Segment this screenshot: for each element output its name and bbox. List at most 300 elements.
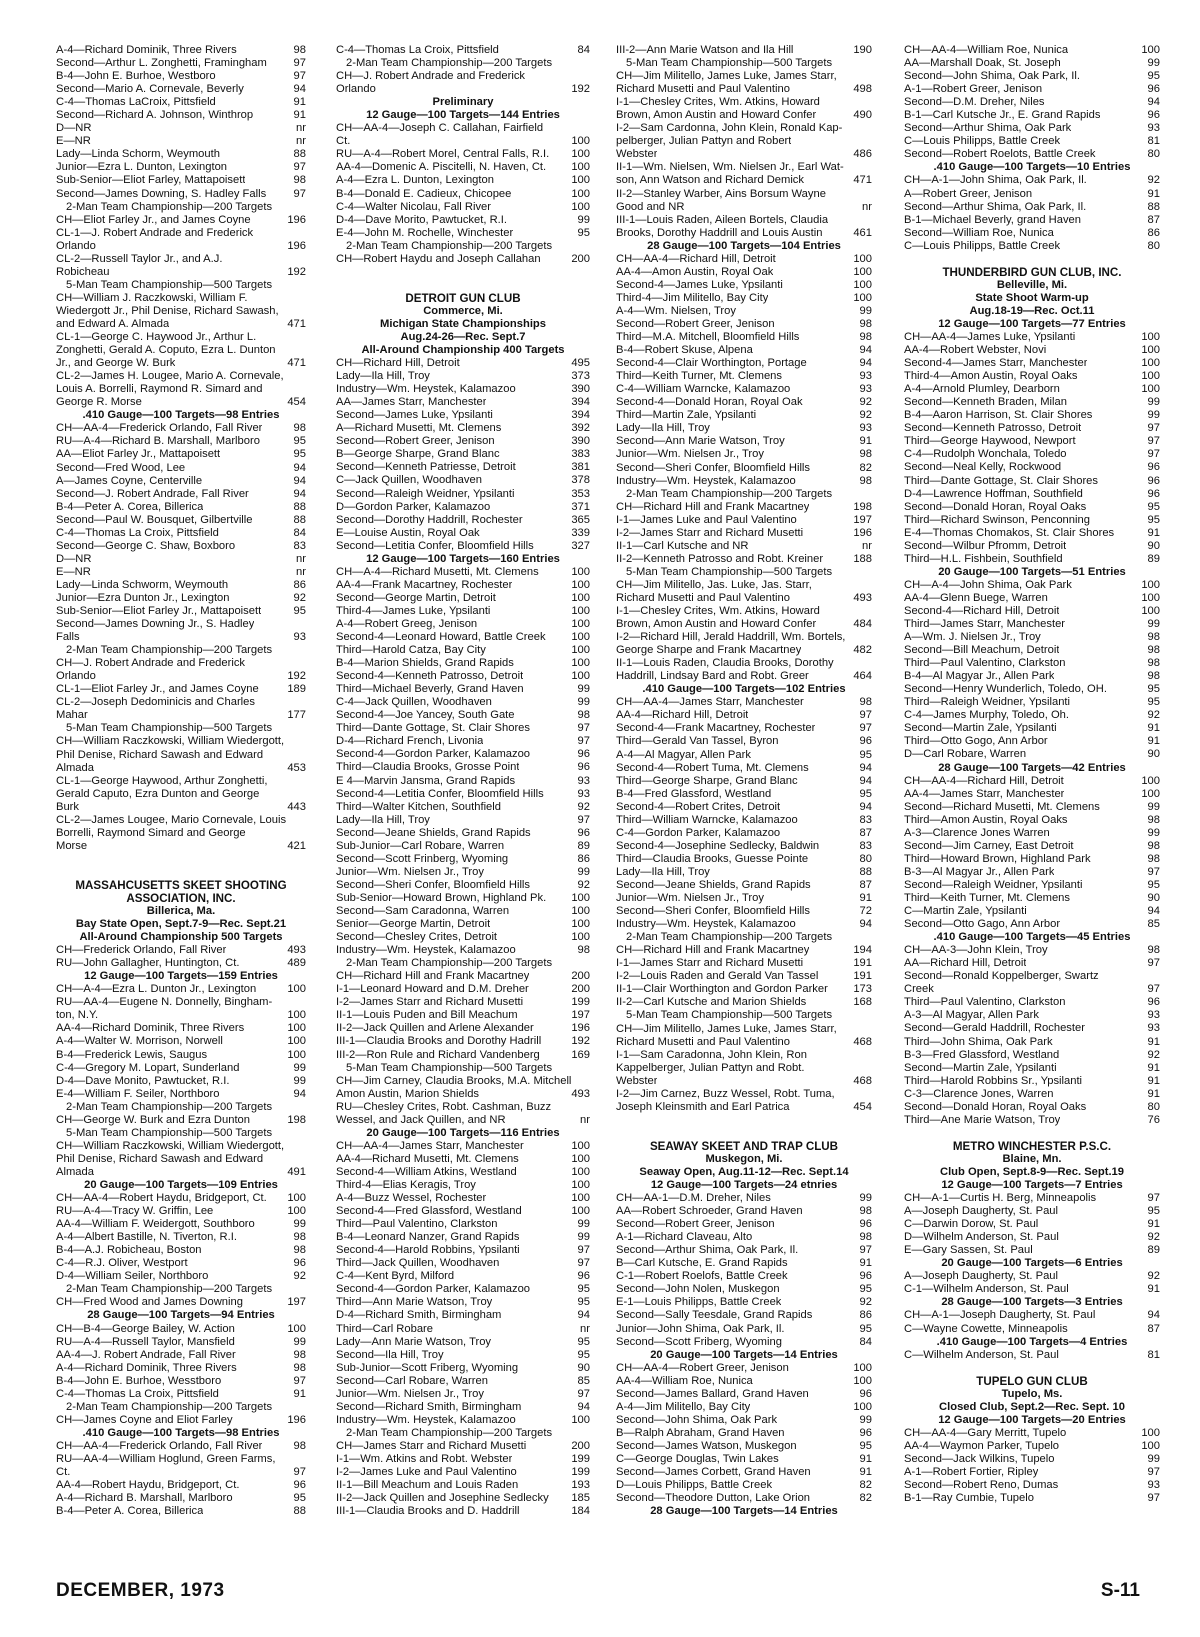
result-text: A-4—Buzz Wessel, Rochester bbox=[336, 1192, 487, 1205]
result-line bbox=[336, 1492, 590, 1505]
event-heading: 20 Gauge—100 Targets—51 Entries bbox=[938, 565, 1126, 578]
result-score: 197 bbox=[853, 513, 872, 526]
event-heading: 12 Gauge—100 Targets—77 Entries bbox=[938, 317, 1126, 330]
result-line bbox=[616, 801, 872, 814]
result-line bbox=[904, 722, 1160, 735]
team-heading: 5-Man Team Championship—500 Targets bbox=[346, 1061, 553, 1074]
result-score: 95 bbox=[859, 748, 872, 761]
result-text: D—Wilhelm Anderson, St. Paul bbox=[904, 1231, 1059, 1244]
result-text: CH—AA-4—James Luke, Ypsilanti bbox=[904, 330, 1076, 343]
result-score: 100 bbox=[287, 983, 306, 996]
result-text: Second—Robert Reno, Dumas bbox=[904, 1479, 1059, 1492]
result-text: I-1—Chesley Crites, Wm. Atkins, Howard bbox=[616, 96, 820, 109]
result-line bbox=[904, 96, 1160, 109]
spacer bbox=[336, 279, 590, 292]
result-line bbox=[904, 983, 1160, 996]
result-text: AA-4—Robert Webster, Novi bbox=[904, 344, 1047, 357]
result-text: CH—Eliot Farley Jr., and James Coyne bbox=[56, 213, 251, 226]
result-text: Second-4—Clair Worthington, Portage bbox=[616, 357, 807, 370]
result-score: 99 bbox=[859, 1192, 872, 1205]
result-score: 91 bbox=[859, 892, 872, 905]
event-heading: Aug.24-26—Rec. Sept.7 bbox=[400, 330, 526, 343]
result-score: 99 bbox=[1147, 826, 1160, 839]
result-line bbox=[904, 1088, 1160, 1101]
result-line bbox=[616, 148, 872, 161]
result-score: 97 bbox=[577, 735, 590, 748]
event-heading: 20 Gauge—100 Targets—14 Entries bbox=[650, 1348, 838, 1361]
result-text: Second—James Corbett, Grand Haven bbox=[616, 1466, 811, 1479]
result-line bbox=[336, 357, 590, 370]
result-line bbox=[904, 644, 1160, 657]
result-line bbox=[56, 488, 306, 501]
result-text: Amon Austin, Marion Shields bbox=[336, 1087, 480, 1100]
result-text: RU—A-4—Russell Taylor, Mansfield bbox=[56, 1335, 235, 1348]
result-line bbox=[56, 592, 306, 605]
result-text: RU—Chesley Crites, Robt. Cashman, Buzz bbox=[336, 1100, 552, 1113]
result-line bbox=[336, 1179, 590, 1192]
result-text: A—James Coyne, Centerville bbox=[56, 474, 203, 487]
result-score: 486 bbox=[853, 148, 872, 161]
result-line bbox=[336, 188, 590, 201]
result-score: 95 bbox=[577, 226, 590, 239]
result-line bbox=[56, 1114, 306, 1127]
result-score: 98 bbox=[293, 1348, 306, 1361]
result-line bbox=[904, 1062, 1160, 1075]
result-score: 394 bbox=[571, 396, 590, 409]
result-line bbox=[904, 866, 1160, 879]
event-heading: Commerce, Mi. bbox=[423, 304, 503, 317]
result-score: 100 bbox=[1141, 787, 1160, 800]
result-text: Third—Jack Quillen, Woodhaven bbox=[336, 1257, 500, 1270]
result-text: I-2—Louis Raden and Gerald Van Tassel bbox=[616, 970, 819, 983]
result-score: 99 bbox=[1147, 409, 1160, 422]
result-line bbox=[904, 879, 1160, 892]
result-score: 193 bbox=[571, 1479, 590, 1492]
result-line bbox=[56, 1140, 306, 1153]
result-score: 100 bbox=[571, 1192, 590, 1205]
result-score: 198 bbox=[853, 500, 872, 513]
result-line bbox=[904, 553, 1160, 566]
result-text: D-4—William Seiler, Northboro bbox=[56, 1270, 209, 1283]
result-score: 96 bbox=[1147, 109, 1160, 122]
result-text: Webster bbox=[616, 148, 658, 161]
result-line bbox=[56, 566, 306, 579]
result-text: II-2—Carl Kutsche and Marion Shields bbox=[616, 996, 807, 1009]
result-line bbox=[336, 148, 590, 161]
result-score: 464 bbox=[853, 670, 872, 683]
result-line bbox=[56, 1166, 306, 1179]
result-line bbox=[616, 357, 872, 370]
result-line bbox=[616, 409, 872, 422]
result-text: Second—John Shima, Oak Park bbox=[616, 1413, 778, 1426]
result-score: 99 bbox=[577, 1231, 590, 1244]
result-line bbox=[904, 1349, 1160, 1362]
result-line bbox=[336, 683, 590, 696]
result-score: 100 bbox=[1141, 774, 1160, 787]
result-text: AA—Marshall Doak, St. Joseph bbox=[904, 57, 1061, 70]
result-line bbox=[56, 253, 306, 266]
result-line bbox=[904, 331, 1160, 344]
result-text: AA-4—Domenic A. Piscitelli, N. Haven, Ct. bbox=[336, 161, 547, 174]
result-text: Second—James Downing, S. Hadley Falls bbox=[56, 187, 267, 200]
result-text: Third—Keith Turner, Mt. Clemens bbox=[616, 370, 783, 383]
result-score: 98 bbox=[859, 331, 872, 344]
result-score: 95 bbox=[1147, 513, 1160, 526]
result-line bbox=[904, 840, 1160, 853]
result-score: 371 bbox=[571, 500, 590, 513]
result-score: 185 bbox=[571, 1492, 590, 1505]
result-line bbox=[904, 1309, 1160, 1322]
result-text: Third—Dante Gottage, St. Clair Shores bbox=[904, 474, 1099, 487]
result-score bbox=[868, 161, 872, 174]
result-score: 95 bbox=[1147, 696, 1160, 709]
result-score: 100 bbox=[571, 918, 590, 931]
result-line bbox=[616, 1023, 872, 1036]
result-line bbox=[336, 618, 590, 631]
result-line bbox=[904, 70, 1160, 83]
result-text: Second—Sheri Confer, Bloomfield Hills bbox=[616, 905, 811, 918]
result-line bbox=[336, 1336, 590, 1349]
result-line bbox=[336, 1349, 590, 1362]
result-line bbox=[904, 996, 1160, 1009]
result-score: 100 bbox=[853, 252, 872, 265]
result-line bbox=[904, 605, 1160, 618]
result-text: Second—Donald Horan, Royal Oaks bbox=[904, 1100, 1087, 1113]
result-text: CH—George W. Burk and Ezra Dunton bbox=[56, 1113, 250, 1126]
team-heading: 2-Man Team Championship—200 Targets bbox=[66, 1400, 273, 1413]
result-score: 100 bbox=[571, 1165, 590, 1178]
result-line bbox=[616, 814, 872, 827]
result-line bbox=[56, 540, 306, 553]
result-score bbox=[302, 1153, 306, 1166]
result-line bbox=[336, 1505, 590, 1518]
result-line bbox=[336, 657, 590, 670]
result-text: A-4—Richard Dominik, Three Rivers bbox=[56, 1361, 237, 1374]
result-line bbox=[904, 422, 1160, 435]
result-line bbox=[336, 722, 590, 735]
result-score: 100 bbox=[287, 1048, 306, 1061]
result-text: CH—Richard Hill, Detroit bbox=[336, 357, 460, 370]
result-line bbox=[616, 957, 872, 970]
result-score: nr bbox=[296, 135, 306, 148]
result-score bbox=[302, 227, 306, 240]
result-score: 199 bbox=[571, 1452, 590, 1465]
result-text: C—Wilhelm Anderson, St. Paul bbox=[904, 1348, 1059, 1361]
result-score: 97 bbox=[293, 70, 306, 83]
result-score: 97 bbox=[1147, 865, 1160, 878]
result-score: 100 bbox=[287, 1322, 306, 1335]
result-text: I-2—James Starr and Richard Musetti bbox=[336, 996, 524, 1009]
result-text: Third—Paul Valentino, Clarkston bbox=[904, 657, 1066, 670]
result-line bbox=[336, 253, 590, 266]
result-score: 100 bbox=[571, 174, 590, 187]
result-line bbox=[904, 853, 1160, 866]
result-text: III-1—Claudia Brooks and D. Haddrill bbox=[336, 1505, 520, 1518]
result-line bbox=[616, 944, 872, 957]
issue-date: DECEMBER, 1973 bbox=[56, 1580, 225, 1601]
result-score: 482 bbox=[853, 644, 872, 657]
result-text: RU—John Gallagher, Huntington, Ct. bbox=[56, 957, 240, 970]
result-line bbox=[336, 592, 590, 605]
result-score: 96 bbox=[293, 1479, 306, 1492]
result-text: Brown, Amon Austin and Howard Confer bbox=[616, 109, 817, 122]
result-line bbox=[616, 1309, 872, 1322]
result-line bbox=[336, 918, 590, 931]
result-text: AA-4—Richard Musetti, Mt. Clemens bbox=[336, 1152, 519, 1165]
result-score: 95 bbox=[293, 605, 306, 618]
result-text: I-1—James Starr and Richard Musetti bbox=[616, 957, 804, 970]
result-score bbox=[868, 579, 872, 592]
result-score bbox=[302, 775, 306, 788]
result-line bbox=[616, 514, 872, 527]
result-score: 90 bbox=[577, 1361, 590, 1374]
result-line bbox=[904, 383, 1160, 396]
result-text: A-4—Richard Dominik, Three Rivers bbox=[56, 44, 237, 56]
result-line bbox=[336, 579, 590, 592]
result-text: D-4—Dave Monito, Pawtucket, R.I. bbox=[56, 1074, 230, 1087]
result-line bbox=[616, 70, 872, 83]
result-score: 381 bbox=[571, 461, 590, 474]
result-score bbox=[302, 305, 306, 318]
result-score: 169 bbox=[571, 1048, 590, 1061]
result-line bbox=[616, 735, 872, 748]
result-line bbox=[904, 1049, 1160, 1062]
result-line bbox=[904, 344, 1160, 357]
result-text: CH—AA-4—James Starr, Manchester bbox=[616, 696, 804, 709]
result-line bbox=[616, 892, 872, 905]
team-heading: 2-Man Team Championship—200 Targets bbox=[626, 931, 833, 944]
result-score: 89 bbox=[1147, 1244, 1160, 1257]
result-line bbox=[56, 462, 306, 475]
result-score: 91 bbox=[1147, 1074, 1160, 1087]
result-text: C-4—Thomas La Croix, Pittsfield bbox=[56, 526, 219, 539]
result-score: 100 bbox=[571, 604, 590, 617]
result-score: 91 bbox=[1147, 735, 1160, 748]
result-score: 94 bbox=[859, 800, 872, 813]
spacer bbox=[616, 1114, 872, 1127]
result-text: CH—Jim Militello, James Luke, James Starr, bbox=[616, 70, 837, 83]
event-heading: 28 Gauge—100 Targets—42 Entries bbox=[938, 761, 1126, 774]
result-score: 84 bbox=[293, 526, 306, 539]
result-score: 192 bbox=[287, 265, 306, 278]
result-line bbox=[616, 44, 872, 57]
result-line bbox=[336, 566, 590, 579]
result-score: 89 bbox=[1147, 552, 1160, 565]
result-text: Third—William Warncke, Kalamazoo bbox=[616, 813, 798, 826]
result-score: 491 bbox=[287, 1165, 306, 1178]
result-text: Second—Sally Teesdale, Grand Rapids bbox=[616, 1309, 813, 1322]
result-text: Jr., and George W. Burk bbox=[56, 357, 176, 370]
result-line bbox=[56, 448, 306, 461]
result-text: C-4—Gregory M. Lopart, Sunderland bbox=[56, 1061, 240, 1074]
result-score bbox=[302, 788, 306, 801]
result-text: Second—Kenneth Braden, Milan bbox=[904, 396, 1067, 409]
event-heading: 12 Gauge—100 Targets—159 Entries bbox=[84, 970, 278, 983]
result-line bbox=[56, 396, 306, 409]
result-line bbox=[336, 1362, 590, 1375]
result-line bbox=[616, 1101, 872, 1114]
result-line bbox=[336, 1205, 590, 1218]
result-text: Second—Sheri Confer, Bloomfield Hills bbox=[336, 878, 531, 891]
result-text: C-4—Jack Quillen, Woodhaven bbox=[336, 696, 492, 709]
club-heading: DETROIT GUN CLUB bbox=[405, 291, 521, 305]
result-text: George Sharpe and Frank Macartney bbox=[616, 644, 802, 657]
result-text: Richard Musetti and Paul Valentino bbox=[616, 83, 790, 96]
result-score bbox=[302, 618, 306, 631]
result-line bbox=[616, 618, 872, 631]
result-score: 93 bbox=[577, 787, 590, 800]
result-line bbox=[56, 227, 306, 240]
result-score: 100 bbox=[571, 891, 590, 904]
result-score: 96 bbox=[1147, 461, 1160, 474]
result-score bbox=[302, 1140, 306, 1153]
result-text: Third—Otto Gogo, Ann Arbor bbox=[904, 735, 1048, 748]
result-text: and Edward A. Almada bbox=[56, 317, 170, 330]
result-line bbox=[616, 1388, 872, 1401]
result-line bbox=[904, 540, 1160, 553]
result-text: Almada bbox=[56, 1165, 94, 1178]
result-text: Second-4—Joe Yancey, South Gate bbox=[336, 709, 515, 722]
result-line bbox=[616, 540, 872, 553]
result-score: 100 bbox=[287, 1022, 306, 1035]
result-text: B-1—Michael Beverly, grand Haven bbox=[904, 213, 1082, 226]
result-line bbox=[336, 1075, 590, 1088]
result-text: AA—James Starr, Manchester bbox=[336, 396, 487, 409]
result-line bbox=[56, 292, 306, 305]
result-score: 96 bbox=[859, 1387, 872, 1400]
result-score: 87 bbox=[1147, 1322, 1160, 1335]
result-line bbox=[56, 96, 306, 109]
result-line bbox=[616, 96, 872, 109]
result-text: CH—A-1—Joseph Daugherty, St. Paul bbox=[904, 1309, 1096, 1322]
result-line bbox=[616, 1453, 872, 1466]
result-text: Second-4—Kenneth Patrosso, Detroit bbox=[336, 670, 524, 683]
result-score: 100 bbox=[1141, 578, 1160, 591]
result-line bbox=[56, 1205, 306, 1218]
result-text: AA-4—James Starr, Manchester bbox=[904, 787, 1065, 800]
result-line bbox=[56, 840, 306, 853]
result-score: 96 bbox=[859, 1218, 872, 1231]
result-score: 91 bbox=[1147, 1087, 1160, 1100]
result-score: 490 bbox=[853, 109, 872, 122]
result-score: 98 bbox=[1147, 813, 1160, 826]
result-text: Second—John Shima, Oak Park, Il. bbox=[904, 70, 1080, 83]
result-score: 196 bbox=[853, 526, 872, 539]
result-text: Sub-Senior—Eliot Farley, Mattapoisett bbox=[56, 174, 246, 187]
result-text: III-1—Louis Raden, Aileen Bortels, Claudia bbox=[616, 213, 829, 226]
result-text: ton, N.Y. bbox=[56, 1009, 99, 1022]
result-text: Second—Richard Musetti, Mt. Clemens bbox=[904, 800, 1100, 813]
result-line bbox=[336, 461, 590, 474]
result-line bbox=[616, 383, 872, 396]
result-line bbox=[336, 44, 590, 57]
result-text: Third—Raleigh Weidner, Ypsilanti bbox=[904, 696, 1071, 709]
result-score: 98 bbox=[293, 1439, 306, 1452]
result-score: 94 bbox=[577, 1400, 590, 1413]
event-heading: 28 Gauge—100 Targets—104 Entries bbox=[647, 239, 841, 252]
result-line bbox=[56, 1440, 306, 1453]
result-text: Second—Arthur Shima, Oak Park bbox=[904, 122, 1072, 135]
result-line bbox=[904, 579, 1160, 592]
result-text: Third—Martin Zale, Ypsilanti bbox=[616, 409, 757, 422]
result-text: Third—George Sharpe, Grand Blanc bbox=[616, 774, 798, 787]
result-text: Second—Kenneth Patriesse, Detroit bbox=[336, 461, 516, 474]
result-text: Second—Theodore Dutton, Lake Orion bbox=[616, 1492, 811, 1505]
result-line bbox=[336, 1231, 590, 1244]
result-line bbox=[904, 670, 1160, 683]
result-line bbox=[904, 122, 1160, 135]
result-text: D—NR bbox=[56, 122, 92, 135]
result-line bbox=[616, 1362, 872, 1375]
result-score: 92 bbox=[1147, 1270, 1160, 1283]
result-score: 168 bbox=[853, 996, 872, 1009]
spacer bbox=[616, 1127, 872, 1140]
result-score: 100 bbox=[1141, 44, 1160, 56]
result-text: B-4—Leonard Nanzer, Grand Rapids bbox=[336, 1231, 520, 1244]
result-score: 197 bbox=[287, 1296, 306, 1309]
result-text: AA-4—William F. Weidergott, Southboro bbox=[56, 1218, 255, 1231]
result-text: A—Richard Musetti, Mt. Clemens bbox=[336, 422, 502, 435]
result-text: Third—H.L. Fishbein, Southfield bbox=[904, 552, 1063, 565]
result-text: Second—Richard A. Johnson, Winthrop bbox=[56, 109, 254, 122]
result-score: 98 bbox=[293, 422, 306, 435]
result-line bbox=[336, 1049, 590, 1062]
result-score: 392 bbox=[571, 422, 590, 435]
result-score: 199 bbox=[571, 1466, 590, 1479]
result-text: CH—William J. Raczkowski, William F. bbox=[56, 291, 248, 304]
result-line bbox=[904, 1205, 1160, 1218]
result-score: 196 bbox=[287, 213, 306, 226]
result-score: 471 bbox=[853, 174, 872, 187]
result-text: A-1—Robert Fortier, Ripley bbox=[904, 1465, 1039, 1478]
result-text: AA-4—J. Robert Andrade, Fall River bbox=[56, 1348, 236, 1361]
result-line bbox=[616, 527, 872, 540]
result-score: nr bbox=[296, 122, 306, 135]
result-line bbox=[616, 1283, 872, 1296]
result-text: Lady—Ila Hill, Troy bbox=[336, 813, 430, 826]
result-score: 97 bbox=[577, 722, 590, 735]
result-score: 471 bbox=[287, 317, 306, 330]
result-text: CH—A-4—John Shima, Oak Park bbox=[904, 578, 1072, 591]
result-score: 92 bbox=[577, 878, 590, 891]
result-score: 100 bbox=[571, 148, 590, 161]
result-line bbox=[336, 135, 590, 148]
result-score: 98 bbox=[293, 1244, 306, 1257]
result-text: Third—John Shima, Oak Park bbox=[904, 1035, 1053, 1048]
result-text: CH—William Raczkowski, William Wiedergott, bbox=[56, 1139, 285, 1152]
result-line bbox=[904, 918, 1160, 931]
result-score: 91 bbox=[859, 1257, 872, 1270]
event-heading: .410 Gauge—100 Targets—102 Entries bbox=[642, 683, 846, 696]
club-heading: TUPELO GUN CLUB bbox=[976, 1374, 1088, 1388]
result-score: 97 bbox=[859, 709, 872, 722]
result-text: E-4—Thomas Chomakos, St. Clair Shores bbox=[904, 526, 1115, 539]
result-score bbox=[868, 1062, 872, 1075]
event-heading: 12 Gauge—100 Targets—20 Entries bbox=[938, 1413, 1126, 1426]
result-line bbox=[904, 775, 1160, 788]
result-text: II-1—Clair Worthington and Gordon Parker bbox=[616, 983, 828, 996]
result-text: A-1—Robert Greer, Jenison bbox=[904, 83, 1043, 96]
result-score: 100 bbox=[571, 631, 590, 644]
result-text: Industry—Wm. Heystek, Kalamazoo bbox=[616, 918, 796, 931]
result-text: III-2—Ron Rule and Richard Vandenberg bbox=[336, 1048, 540, 1061]
result-text: D—Louis Philipps, Battle Creek bbox=[616, 1479, 773, 1492]
result-line bbox=[56, 801, 306, 814]
result-score: 94 bbox=[859, 357, 872, 370]
result-line bbox=[904, 1427, 1160, 1440]
result-line bbox=[56, 357, 306, 370]
result-score: 92 bbox=[1147, 709, 1160, 722]
